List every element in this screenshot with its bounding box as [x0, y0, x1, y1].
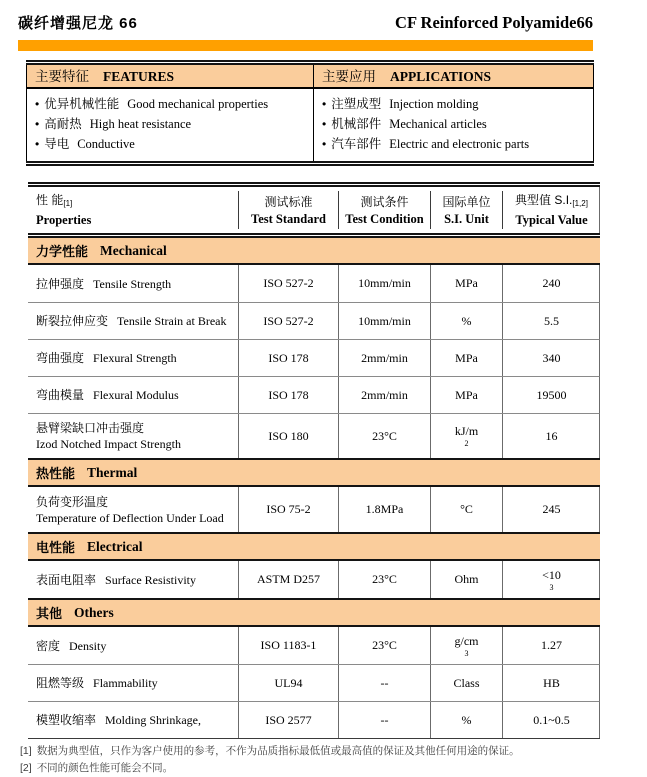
column-header-en: Test Standard [251, 211, 326, 226]
property-cell [28, 487, 238, 532]
column-header-zh: 典型值 $S.I._{[1,2]}$ [515, 193, 588, 208]
bullet-icon: • [35, 97, 40, 111]
property-en: Density [69, 638, 107, 653]
table-row [28, 339, 600, 376]
applications-label-en: APPLICATIONS [390, 69, 492, 84]
unit-cell: % [430, 303, 502, 339]
section-title-en: Thermal [87, 464, 138, 480]
applications-label-zh: 主要应用 [322, 69, 376, 84]
condition-cell: 23°C [338, 414, 430, 458]
condition-cell: -- [338, 702, 430, 738]
property-label [36, 572, 196, 588]
unit-cell: MPa [430, 377, 502, 413]
unit-cell: Class [430, 665, 502, 701]
bullet-icon: • [322, 117, 327, 131]
property-cell [28, 665, 238, 701]
column-header-en: S.I. Unit [444, 211, 489, 226]
property-en: Izod Notched Impact Strength [36, 437, 181, 451]
section-title-zh: 热性能 [36, 466, 76, 481]
value-cell: 240 [502, 265, 600, 302]
unit-cell: g/cm 3 [430, 627, 502, 664]
table-row [28, 376, 600, 413]
standard-cell: ISO 178 [238, 340, 338, 376]
section-title-en: Mechanical [100, 242, 167, 258]
bullet-icon: • [322, 97, 327, 111]
properties-table [28, 182, 600, 739]
condition-cell: 23°C [338, 561, 430, 598]
property-label [36, 712, 201, 728]
header-superscript: [1,2] [572, 199, 588, 208]
property-zh: 弯曲强度 [36, 351, 85, 365]
property-en: Flexural Strength [93, 351, 177, 365]
property-cell [28, 414, 238, 458]
property-en: Surface Resistivity [105, 572, 196, 587]
property-cell [28, 303, 238, 339]
condition-cell: 2mm/min [338, 377, 430, 413]
unit-subscript: 3 [464, 648, 469, 658]
column-header-4 [430, 191, 502, 229]
section-header [28, 458, 600, 487]
condition-cell: 1.8MPa [338, 487, 430, 532]
header-superscript: [1] [63, 199, 73, 208]
value-cell: 5.5 [502, 303, 600, 339]
value-cell: 19500 [502, 377, 600, 413]
property-cell [28, 627, 238, 664]
applications-list [314, 89, 593, 161]
column-header-zh: 性 能$_{[1]}$ [36, 193, 73, 208]
column-header-en: Test Condition [345, 211, 424, 226]
section-title-en: Electrical [87, 538, 143, 554]
property-zh: 阻燃等级 [36, 676, 85, 690]
standard-cell: ISO 527-2 [238, 303, 338, 339]
column-header-zh: 国际单位 [442, 194, 491, 209]
table-body [28, 238, 600, 738]
standard-cell: ISO 527-2 [238, 265, 338, 302]
list-item: • 导电 Conductive [35, 137, 135, 151]
property-label [36, 675, 158, 691]
column-header-3 [338, 191, 430, 229]
list-item: • 机械部件 Mechanical articles [322, 117, 487, 131]
table-bottom-rule [28, 738, 600, 739]
property-label [36, 313, 226, 329]
column-header-1 [28, 191, 238, 229]
property-zh: 负荷变形温度 [36, 494, 109, 509]
section-title-en: Others [74, 604, 114, 620]
table-row [28, 561, 600, 598]
standard-cell: ISO 178 [238, 377, 338, 413]
title-english: CF Reinforced Polyamide66 [395, 13, 593, 32]
unit-cell: °C [430, 487, 502, 532]
value-subscript: 3 [549, 582, 554, 592]
page-header [18, 12, 593, 33]
footnotes [20, 743, 620, 777]
section-header [28, 238, 600, 265]
standard-cell: UL94 [238, 665, 338, 701]
table-row [28, 487, 600, 532]
table-row [28, 664, 600, 701]
column-header-5 [502, 191, 600, 229]
unit-subscript: 2 [464, 439, 469, 448]
standard-cell: ASTM D257 [238, 561, 338, 598]
column-header-en: Typical Value [515, 213, 588, 227]
section-title-zh: 电性能 [36, 540, 76, 555]
property-label [36, 350, 177, 366]
condition-cell: -- [338, 665, 430, 701]
property-cell [28, 702, 238, 738]
unit-cell: Ohm [430, 561, 502, 598]
property-zh: 模塑收缩率 [36, 713, 97, 727]
table-row [28, 302, 600, 339]
table-row [28, 413, 600, 458]
unit-cell: % [430, 702, 502, 738]
bullet-icon: • [322, 137, 327, 151]
value-cell: 245 [502, 487, 600, 532]
value-cell: HB [502, 665, 600, 701]
column-header-en: Properties [36, 213, 92, 227]
features-header [27, 65, 313, 89]
box-bottom-rule [26, 161, 594, 166]
table-row [28, 265, 600, 302]
property-zh: 弯曲模量 [36, 388, 85, 402]
condition-cell: 10mm/min [338, 303, 430, 339]
features-applications-box [26, 60, 594, 166]
property-label [36, 387, 179, 403]
list-item: • 优异机械性能 Good mechanical properties [35, 97, 269, 111]
value-cell: 0.1~0.5 [502, 702, 600, 738]
unit-cell: MPa [430, 340, 502, 376]
column-header-2 [238, 191, 338, 229]
property-zh: 拉伸强度 [36, 276, 85, 291]
property-en: Molding Shrinkage, [105, 713, 202, 727]
list-item: • 高耐热 High heat resistance [35, 117, 192, 131]
bullet-icon: • [35, 137, 40, 151]
footnote-line: [1] 数据为典型值，只作为客户使用的参考，不作为品质指标最低值或最高值的保证及其他任何用途的保证。 [20, 745, 520, 757]
applications-header [314, 65, 593, 89]
value-cell: 1.27 [502, 627, 600, 664]
condition-cell: 23°C [338, 627, 430, 664]
property-zh: 断裂拉伸应变 [36, 314, 109, 328]
standard-cell: ISO 180 [238, 414, 338, 458]
section-header [28, 532, 600, 561]
section-title-zh: 力学性能 [36, 244, 89, 259]
property-label [36, 638, 106, 654]
property-cell [28, 561, 238, 598]
property-zh: 悬臂梁缺口冲击强度 [36, 421, 145, 435]
table-header-row [28, 187, 600, 233]
section-header [28, 598, 600, 627]
property-en: Flexural Modulus [93, 388, 179, 402]
property-zh: 表面电阻率 [36, 572, 97, 587]
features-panel [27, 65, 314, 161]
value-cell: 16 [502, 414, 600, 458]
property-en: Tensile Strength [93, 276, 172, 291]
property-label [36, 276, 171, 292]
applications-panel [314, 65, 593, 161]
condition-cell: 2mm/min [338, 340, 430, 376]
unit-cell: MPa [430, 265, 502, 302]
column-header-zh: 测试标准 [264, 194, 313, 209]
features-list [27, 89, 313, 161]
property-cell [28, 265, 238, 302]
value-cell: 340 [502, 340, 600, 376]
features-label-en: FEATURES [103, 69, 175, 84]
property-zh: 密度 [36, 638, 61, 653]
standard-cell: ISO 75-2 [238, 487, 338, 532]
property-cell [28, 340, 238, 376]
list-item: • 汽车部件 Electric and electronic parts [322, 137, 530, 151]
table-row [28, 627, 600, 664]
accent-bar [18, 40, 593, 51]
property-en: Flammability [93, 676, 158, 690]
standard-cell: ISO 1183-1 [238, 627, 338, 664]
property-en: Temperature of Deflection Under Load [36, 510, 224, 525]
footnote-line: [2] 不同的颜色性能可能会不同。 [20, 762, 174, 774]
value-cell: <10 3 [502, 561, 600, 598]
property-cell [28, 377, 238, 413]
section-title-zh: 其他 [36, 606, 63, 621]
property-en: Tensile Strain at Break [117, 314, 227, 328]
unit-cell: kJ/m 2 [430, 414, 502, 458]
features-label-zh: 主要特征 [35, 69, 89, 84]
table-row [28, 701, 600, 738]
bullet-icon: • [35, 117, 40, 131]
column-header-zh: 测试条件 [360, 194, 409, 209]
condition-cell: 10mm/min [338, 265, 430, 302]
standard-cell: ISO 2577 [238, 702, 338, 738]
title-chinese: 碳纤增强尼龙 66 [18, 15, 138, 32]
list-item: • 注塑成型 Injection molding [322, 97, 479, 111]
